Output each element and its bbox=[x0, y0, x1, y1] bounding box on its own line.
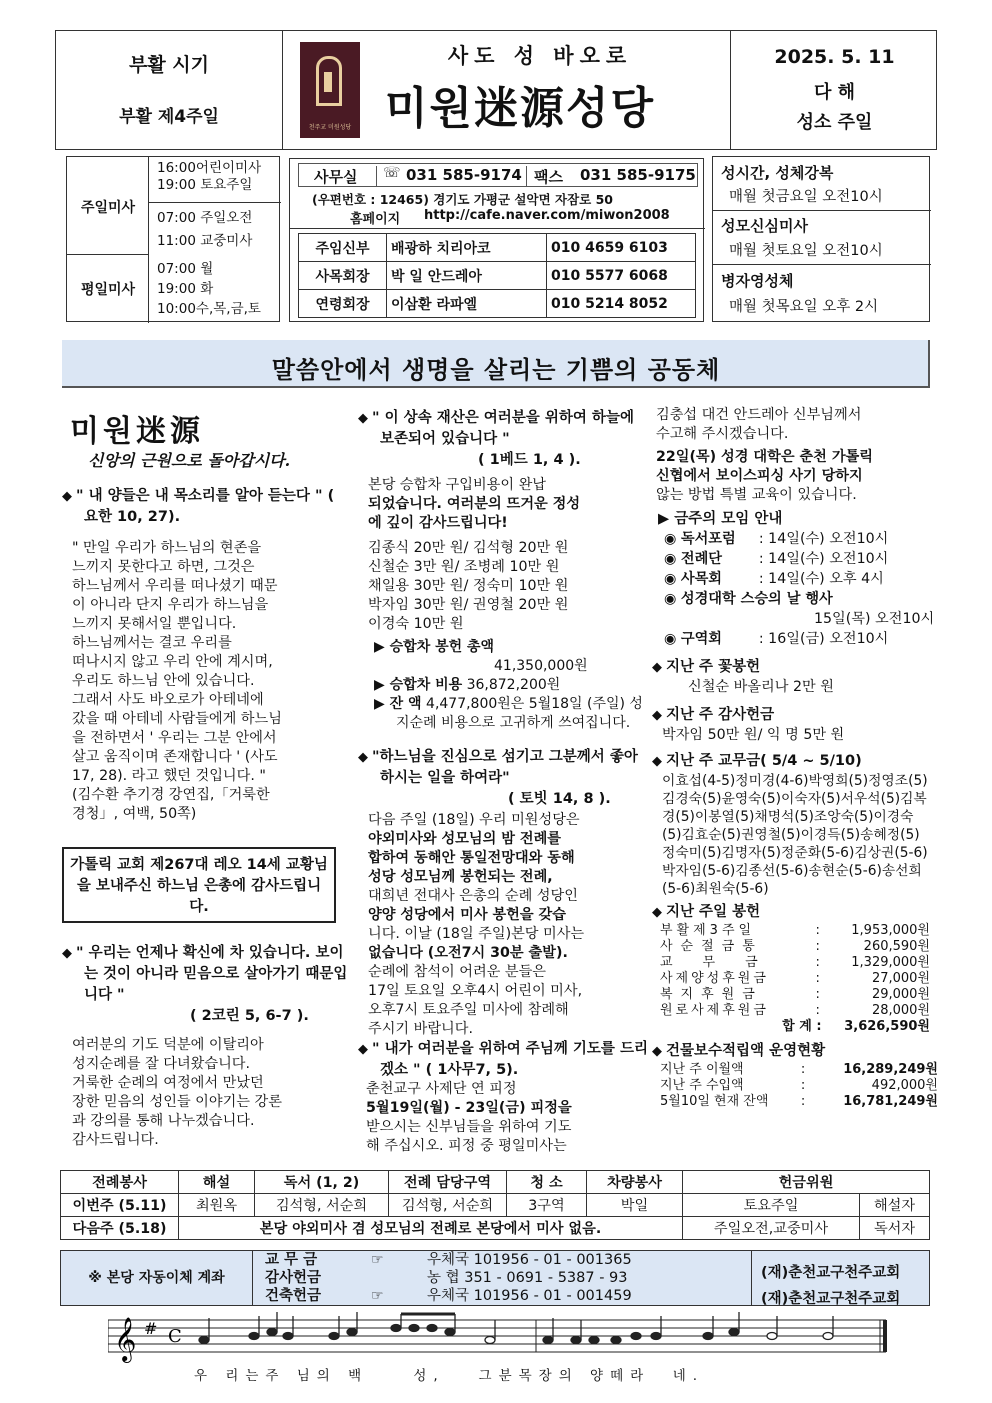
bullet-icon: ◉ bbox=[664, 571, 681, 587]
church-logo bbox=[300, 42, 360, 138]
offering-row: 원로사제후원금 : 28,000원 bbox=[660, 1003, 930, 1018]
offering-table bbox=[660, 923, 930, 1035]
sunday-name: 성소 주일 bbox=[796, 112, 873, 133]
col1-logo: 미원迷源 bbox=[70, 414, 204, 449]
section-ref: ( 토빗 14, 8 ). bbox=[508, 791, 611, 807]
weekday-mass-time: 10:00수,목,금,토 bbox=[157, 301, 261, 317]
diamond-icon: ◆ bbox=[358, 750, 368, 765]
service-row-this-week: 이번주 (5.11) 최원옥 김석형, 서순희 김석형, 서순희 3구역 박일 토요주일 해설자 bbox=[61, 1194, 930, 1217]
service-row-next-week: 다음주 (5.18) 본당 야외미사 겸 성모님의 전례로 본당에서 미사 없음. 주일오전,교중미사 독서자 bbox=[61, 1217, 930, 1240]
music-staff bbox=[108, 1312, 890, 1366]
staff-table bbox=[298, 233, 696, 318]
fund-row: 지난 주 이월액 : 16,289,249원 bbox=[660, 1062, 938, 1077]
meeting-list: ◉ 독서포럼 : 14일(수) 오전10시 ◉ 전례단 : 14일(수) 오전10시 ◉ 사목회 : 14일(수) 오후 4시 ◉ 성경대학 스승의 날 행사 15일(목) 오전10시 ◉ 구역회 : 16일(금) 오전10시 bbox=[652, 529, 937, 649]
section-title: "하느님을 진심으로 섬기고 그분께서 좋아하시는 일을 하여라" bbox=[372, 749, 638, 786]
thanks-box: 가톨릭 교회 제267대 레오 14세 교황님을 보내주신 하느님 은총에 감사드립니다. bbox=[62, 847, 336, 923]
bank-account[interactable]: 농 협 351 - 0691 - 5387 - 93 bbox=[427, 1270, 628, 1286]
section-title: " 우리는 언제나 확신에 차 있습니다. 보이는 것이 아니라 믿음으로 살아가기 때문입니다 " bbox=[76, 945, 348, 1003]
section-title: " 내가 여러분을 위하여 주님께 기도를 드리겠소 " ( 1사무7, 5). bbox=[372, 1041, 648, 1078]
section-ref: ( 1베드 1, 4 ). bbox=[478, 452, 581, 468]
bank-account[interactable]: 우체국 101956 - 01 - 001365 bbox=[427, 1252, 632, 1268]
song-lyrics: 우 리는주 님의 백 성, 그분목장의 양떼라 네. bbox=[194, 1368, 705, 1384]
flower-offering: 신철순 바올리나 2만 원 bbox=[688, 679, 834, 695]
section-title: " 이 상속 재산은 여러분을 위하여 하늘에 보존되어 있습니다 " bbox=[372, 410, 634, 447]
diamond-icon: ◆ bbox=[62, 946, 72, 961]
fund-row: 5월10일 현재 잔액 : 16,781,249원 bbox=[660, 1094, 938, 1109]
triangle-icon: ▶ bbox=[374, 677, 390, 693]
diamond-icon: ◆ bbox=[652, 1044, 662, 1059]
year-cycle: 다 해 bbox=[813, 82, 856, 103]
section-title: " 내 양들은 내 목소리를 알아 듣는다 " ( 요한 10, 27). bbox=[76, 488, 335, 525]
contact-box bbox=[289, 158, 704, 322]
offering-row: 사순절금통 : 260,590원 bbox=[660, 939, 930, 954]
common-time-icon: C bbox=[168, 1326, 182, 1347]
van-cost: 36,872,200원 bbox=[466, 677, 561, 693]
homepage-label: 홈페이지 bbox=[350, 212, 401, 227]
bank-type: 감사헌금 bbox=[265, 1270, 322, 1286]
service-header-row: 전례봉사 해설 독서 (1, 2) 전례 담당구역 청 소 차량봉사 헌금위원 bbox=[61, 1171, 930, 1194]
service-table bbox=[60, 1170, 930, 1240]
meeting-item: ◉ 독서포럼 : 14일(수) 오전10시 bbox=[664, 531, 889, 547]
weekday-mass-time: 19:00 화 bbox=[157, 281, 214, 297]
bullet-icon: ◉ bbox=[664, 531, 681, 547]
season: 부활 시기 bbox=[128, 54, 210, 76]
sunday-mass-time: 11:00 교중미사 bbox=[157, 233, 253, 249]
treble-clef-icon: 𝄞 bbox=[114, 1317, 137, 1361]
fund-row: 지난 주 수입액 : 492,000원 bbox=[660, 1078, 938, 1093]
diamond-icon: ◆ bbox=[652, 754, 662, 769]
col1-section1 bbox=[62, 486, 352, 824]
logo-caption: 천주교 미원성당 bbox=[308, 124, 352, 131]
building-fund-table bbox=[660, 1062, 938, 1110]
schedule-detail: 매월 첫금요일 오전10시 bbox=[729, 189, 883, 205]
balance-text: 4,477,800원은 5월18일 (주일) 성지순례 비용으로 고귀하게 쓰여집니다. bbox=[396, 696, 643, 731]
schedule-box bbox=[712, 156, 930, 322]
account-holder: (재)춘천교구천주교회 bbox=[761, 1291, 901, 1307]
section-body: 춘천교구 사제단 연 피정 5월19일(월) - 23일(금) 피정을 받으시는 신부님들을 위하여 기도 해 주십시오. 피정 중 평일미사는 bbox=[366, 1081, 572, 1154]
diamond-icon: ◆ bbox=[652, 660, 662, 675]
offering-row: 부활제3주일 : 1,953,000원 bbox=[660, 923, 930, 938]
section-body: 본당 승합차 구입비용이 완납 되었습니다. 여러분의 뜨거운 정성 에 깊이 감사드립니다! bbox=[368, 477, 581, 531]
weekday-mass-time: 07:00 월 bbox=[157, 261, 214, 277]
notice-text: 22일(목) 성경 대학은 춘천 가톨릭 신협에서 보이스피싱 사기 당하지 않는 방법 특별 교육이 있습니다. bbox=[656, 449, 873, 503]
dues-list: 이효섭(4-5)정미경(4-6)박영희(5)정영조(5)김경숙(5)윤영숙(5)이숙자(5)서우석(5)김복경(5)이봉열(5)채명석(5)조앙숙(5)이경숙(5)김효순(5)권영철(5)이경득(5)송혜정(5)정숙미(5)김명자(5)정준화(5-6)김상권(5-6)박자임(5-6)김종선(5-6)송현순(5-6)송선희(5-6)최원숙(5-6) bbox=[662, 773, 928, 897]
date: 2025. 5. 11 bbox=[774, 46, 895, 68]
donor-list: 김종식 20만 원/ 김석형 20만 원 신철순 3만 원/ 조병례 10만 원 채일용 30만 원/ 정숙미 10만 원 박자임 30만 원/ 권영철 20만 원 이경숙 10만 원 bbox=[368, 540, 569, 632]
banner-text: 말씀안에서 생명을 살리는 기쁨의 공동체 bbox=[271, 355, 721, 384]
offering-row: 복지후원금 : 29,000원 bbox=[660, 987, 930, 1002]
diamond-icon: ◆ bbox=[652, 905, 662, 920]
diamond-icon: ◆ bbox=[358, 411, 368, 426]
office-label: 사무실 bbox=[314, 168, 358, 186]
sub-title: 사도 성 바오로 bbox=[447, 43, 633, 68]
weekday-mass-label: 평일미사 bbox=[80, 282, 136, 298]
fax-number: 031 585-9175 bbox=[580, 166, 696, 184]
meeting-item: ◉ 전례단 : 14일(수) 오전10시 bbox=[664, 551, 889, 567]
week: 부활 제4주일 bbox=[119, 107, 219, 127]
section-body: 여러분의 기도 덕분에 이탈리아 성지순례를 잘 다녀왔습니다. 거룩한 순례의 여정에서 만났던 장한 믿음의 성인들 이야기는 강론 과 강의를 통해 나누겠습니다. 감사드립니다. bbox=[72, 1037, 282, 1148]
triangle-icon: ▶ bbox=[374, 639, 390, 655]
schedule-detail: 매월 첫토요일 오전10시 bbox=[729, 243, 883, 259]
sunday-mass-time: 19:00 토요주일 bbox=[157, 177, 253, 193]
fax-label: 팩스 bbox=[534, 168, 563, 186]
bullet-icon: ◉ bbox=[664, 591, 681, 607]
offering-row: 사제양성후원금 : 27,000원 bbox=[660, 971, 930, 986]
col1-section2 bbox=[62, 943, 352, 1150]
thanks-offering: 박자임 50만 원/ 익 명 5만 원 bbox=[662, 727, 845, 743]
col1-logo-sub: 신앙의 근원으로 돌아갑시다. bbox=[88, 451, 291, 470]
sunday-mass-time: 16:00어린이미사 bbox=[157, 160, 262, 176]
col2-section3 bbox=[358, 1039, 648, 1156]
sharp-icon: # bbox=[144, 1319, 158, 1338]
diamond-icon: ◆ bbox=[358, 1042, 368, 1057]
bank-type: 교 무 금 bbox=[265, 1252, 318, 1268]
mass-table bbox=[66, 156, 280, 322]
bullet-icon: ◉ bbox=[664, 631, 681, 647]
schedule-detail: 매월 첫목요일 오후 2시 bbox=[729, 299, 879, 315]
hand-icon: ☞ bbox=[371, 1288, 384, 1304]
col2-section2 bbox=[358, 747, 648, 1039]
hand-icon: ☞ bbox=[371, 1252, 384, 1268]
schedule-title: 병자영성체 bbox=[721, 272, 794, 290]
staff-row: 주임신부 배광하 치리아코 010 4659 6103 bbox=[299, 234, 696, 262]
account-holder: (재)춘천교구천주교회 bbox=[761, 1265, 901, 1281]
sunday-mass-label: 주일미사 bbox=[80, 200, 136, 216]
date-cell bbox=[730, 30, 937, 150]
schedule-title: 성모신심미사 bbox=[721, 217, 808, 235]
staff-row: 연령회장 이삼환 라파엘 010 5214 8052 bbox=[299, 290, 696, 318]
bank-label: ※ 본당 자동이체 계좌 bbox=[61, 1251, 253, 1305]
banner bbox=[62, 340, 930, 388]
continued-text: 김충섭 대건 안드레아 신부님께서 수고해 주시겠습니다. bbox=[656, 407, 862, 442]
section-body: " 만일 우리가 하느님의 현존을 느끼지 못한다고 하면, 그것은 하느님께서 우리를 떠나셨기 때문 이 아니라 단지 우리가 하느님을 느끼지 못해서일 뿐입니다. 하느님께서는 결코 우리를 떠나시지 않고 우리 안에 계시며, 우리도 하느님 안에 있습니다. 그래서 사도 바오로가 아테네에 갔을 때 아테네 사람들에게 하느님 을 전하면서 ' 우리는 그분 안에서 살고 움직이며 존재합니다 ' (사도 17, 28). 라고 했던 것입니다. " (김수환 추기경 강연집,「거룩한 경청」, 여백, 50쪽) bbox=[72, 540, 282, 822]
diamond-icon: ◆ bbox=[652, 708, 662, 723]
offering-total: 합 계 : 3,626,590원 bbox=[782, 1019, 930, 1034]
offering-row: 교무금 : 1,329,000원 bbox=[660, 955, 930, 970]
diamond-icon: ◆ bbox=[62, 489, 72, 504]
season-cell bbox=[55, 30, 283, 150]
meeting-item: ◉ 구역회 : 16일(금) 오전10시 bbox=[664, 631, 889, 647]
phone-icon: ☏ bbox=[383, 165, 401, 181]
bank-box bbox=[60, 1250, 930, 1306]
meet-title: 금주의 모임 안내 bbox=[674, 511, 783, 527]
section-ref: ( 2코린 5, 6-7 ). bbox=[190, 1008, 309, 1024]
office-phone[interactable]: 031 585-9174 bbox=[406, 166, 522, 184]
schedule-title: 성시간, 성체강복 bbox=[721, 164, 834, 182]
homepage-link[interactable]: http://cafe.naver.com/miwon2008 bbox=[424, 208, 670, 223]
meeting-item: ◉ 성경대학 스승의 날 행사 bbox=[664, 591, 833, 607]
address: (우편번호 : 12465) 경기도 가평군 설악면 자잠로 50 bbox=[312, 192, 613, 207]
triangle-icon: ▶ bbox=[658, 511, 675, 527]
meeting-item: ◉ 사목회 : 14일(수) 오후 4시 bbox=[664, 571, 884, 587]
col3: 김충섭 대건 안드레아 신부님께서 수고해 주시겠습니다. 22일(목) 성경 대학은 춘천 가톨릭 신협에서 보이스피싱 사기 당하지 않는 방법 특별 교육이 있습니다. ▶ 금주의 모임 안내 ◉ 독서포럼 : 14일(수) 오전10시 ◉ 전례단 : 14일(수) 오전10시 ◉ 사목회 : 14일(수) 오후 4시 ◉ 성경대학 스승의 날 행사 15일(목) 오전10시 ◉ 구역회 : 16일(금) 오전10시 ◆ 지난 주 꽃봉헌 신철순 바올리나 2만 원 ◆ 지난 주 감사헌금 박자임 50만 원/ 익 명 5만 원 ◆ 지난 주 교무금( 5/4 ~ 5/10) 이효섭(4-5)정미경(4-6)박영희(5)정영조(5)김경숙(5)윤영숙(5)이숙자(5)서우석(5)김복경(5)이봉열(5)채명석(5)조앙숙(5)이경숙(5)김효순(5)권영철(5)이경득(5)송혜정(5)정숙미(5)김명자(5)정준화(5-6)김상권(5-6)박자임(5-6)김종선(5-6)송현순(5-6)송선희(5-6)최원숙(5-6) ◆ 지난 주일 봉헌 부활제3주일 : 1,953,000원 사순절금통 : 260,590원 교무금 : 1,329,000원 사제양성후원금 : 27,000원 복지후원금 : 29,000원 원로사제후원금 : 28,000원 합 계 : 3,626,590원 ◆ 건물보수적립액 운영현황 지난 주 이월액 : 16,289,249원 지난 주 수입액 : 492,000원 5월10일 현재 잔액 : 16,781,249원 bbox=[652, 407, 938, 1109]
triangle-icon: ▶ bbox=[374, 696, 390, 712]
section-body: 다음 주일 (18일) 우리 미원성당은 야외미사와 성모님의 밤 전례를 합하여 동해안 통일전망대와 동해 성당 성모님께 봉헌되는 전례, 대희년 전대사 은총의 순례 성당인 양양 성당에서 미사 봉헌을 갖습 니다. 이날 (18일 주일)본당 미사는 없습니다 (오전7시 30분 출발). 순례에 참석이 어려운 분들은 17일 토요일 오후4시 어린이 미사, 오후7시 토요주일 미사에 참례해 주시기 바랍니다. bbox=[368, 812, 585, 1037]
staff-row: 사목회장 박 일 안드레아 010 5577 6068 bbox=[299, 262, 696, 290]
van-total: 41,350,000원 bbox=[494, 658, 588, 674]
church-name: 미원迷源성당 bbox=[385, 83, 656, 134]
bullet-icon: ◉ bbox=[664, 551, 681, 567]
col2-section1: ◆ " 이 상속 재산은 여러분을 위하여 하늘에 보존되어 있습니다 " ( 1베드 1, 4 ). 본당 승합차 구입비용이 완납 되었습니다. 여러분의 뜨거운 정성 에 깊이 감사드립니다! 김종식 20만 원/ 김석형 20만 원 신철순 3만 원/ 조병례 10만 원 채일용 30만 원/ 정숙미 10만 원 박자임 30만 원/ 권영철 20만 원 이경숙 10만 원 ▶ 승합차 봉헌 총액 41,350,000원 ▶ 승합차 비용 36,872,200원 ▶ 잔 액 4,477,800원은 5월18일 (주일) 성지순례 비용으로 고귀하게 쓰여집니다. bbox=[358, 408, 648, 733]
bank-account[interactable]: 우체국 101956 - 01 - 001459 bbox=[427, 1288, 632, 1304]
sunday-mass-time: 07:00 주일오전 bbox=[157, 210, 253, 226]
bank-type: 건축헌금 bbox=[265, 1288, 322, 1304]
